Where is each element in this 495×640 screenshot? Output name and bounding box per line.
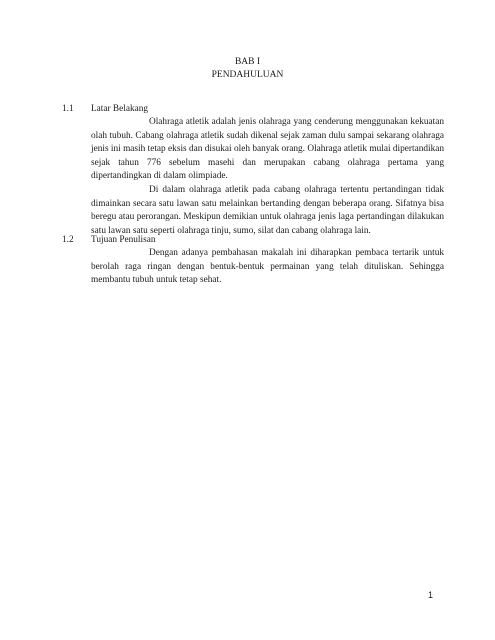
section-tujuan-penulisan [62,233,444,288]
chapter-title: PENDAHULUAN [211,70,284,80]
paragraph: Olahraga atletik adalah jenis olahraga yang cenderung menggunakan kekuatan olah tubuh. Cabang olahraga atletik sudah dikenal sejak zaman dulu sampai sekarang olahraga jenis ini masih tetap eksis dan disukai oleh banyak orang. Olahraga atletik mulai dipertandikan sejak tahun 776 sebelum masehi dan merupakan cabang olahraga pertama yang dipertandingkan di dalam olimpiade. [91,117,444,182]
section-title: Tujuan Penulisan [91,235,156,245]
chapter-heading [0,56,495,82]
section-latar-belakang [62,102,444,238]
section-number: 1.2 [62,235,74,245]
section-title: Latar Belakang [91,104,149,114]
page-number: 1 [428,590,434,600]
section-body [91,116,444,238]
chapter-label: BAB I [234,57,261,67]
paragraph: Di dalam olahraga atletik pada cabang olahraga tertentu pertandingan tidak dimainkan secara satu lawan satu melainkan bertanding dengan beberapa orang. Sifatnya bisa beregu atau perorangan. Meskipun demikian untuk olahraga jenis laga pertandingan dilakukan satu lawan satu seperti olahraga tinju, sumo, silat dan cabang olahraga lain. [91,184,444,236]
section-body [91,247,444,288]
section-number: 1.1 [62,104,74,114]
section-heading [62,102,444,116]
paragraph: Dengan adanya pembahasan makalah ini diharapkan pembaca tertarik untuk berolah raga ringan dengan bentuk-bentuk permainan yang telah dituliskan. Sehingga membantu tubuh untuk tetap sehat. [91,248,444,286]
section-heading [62,233,444,247]
